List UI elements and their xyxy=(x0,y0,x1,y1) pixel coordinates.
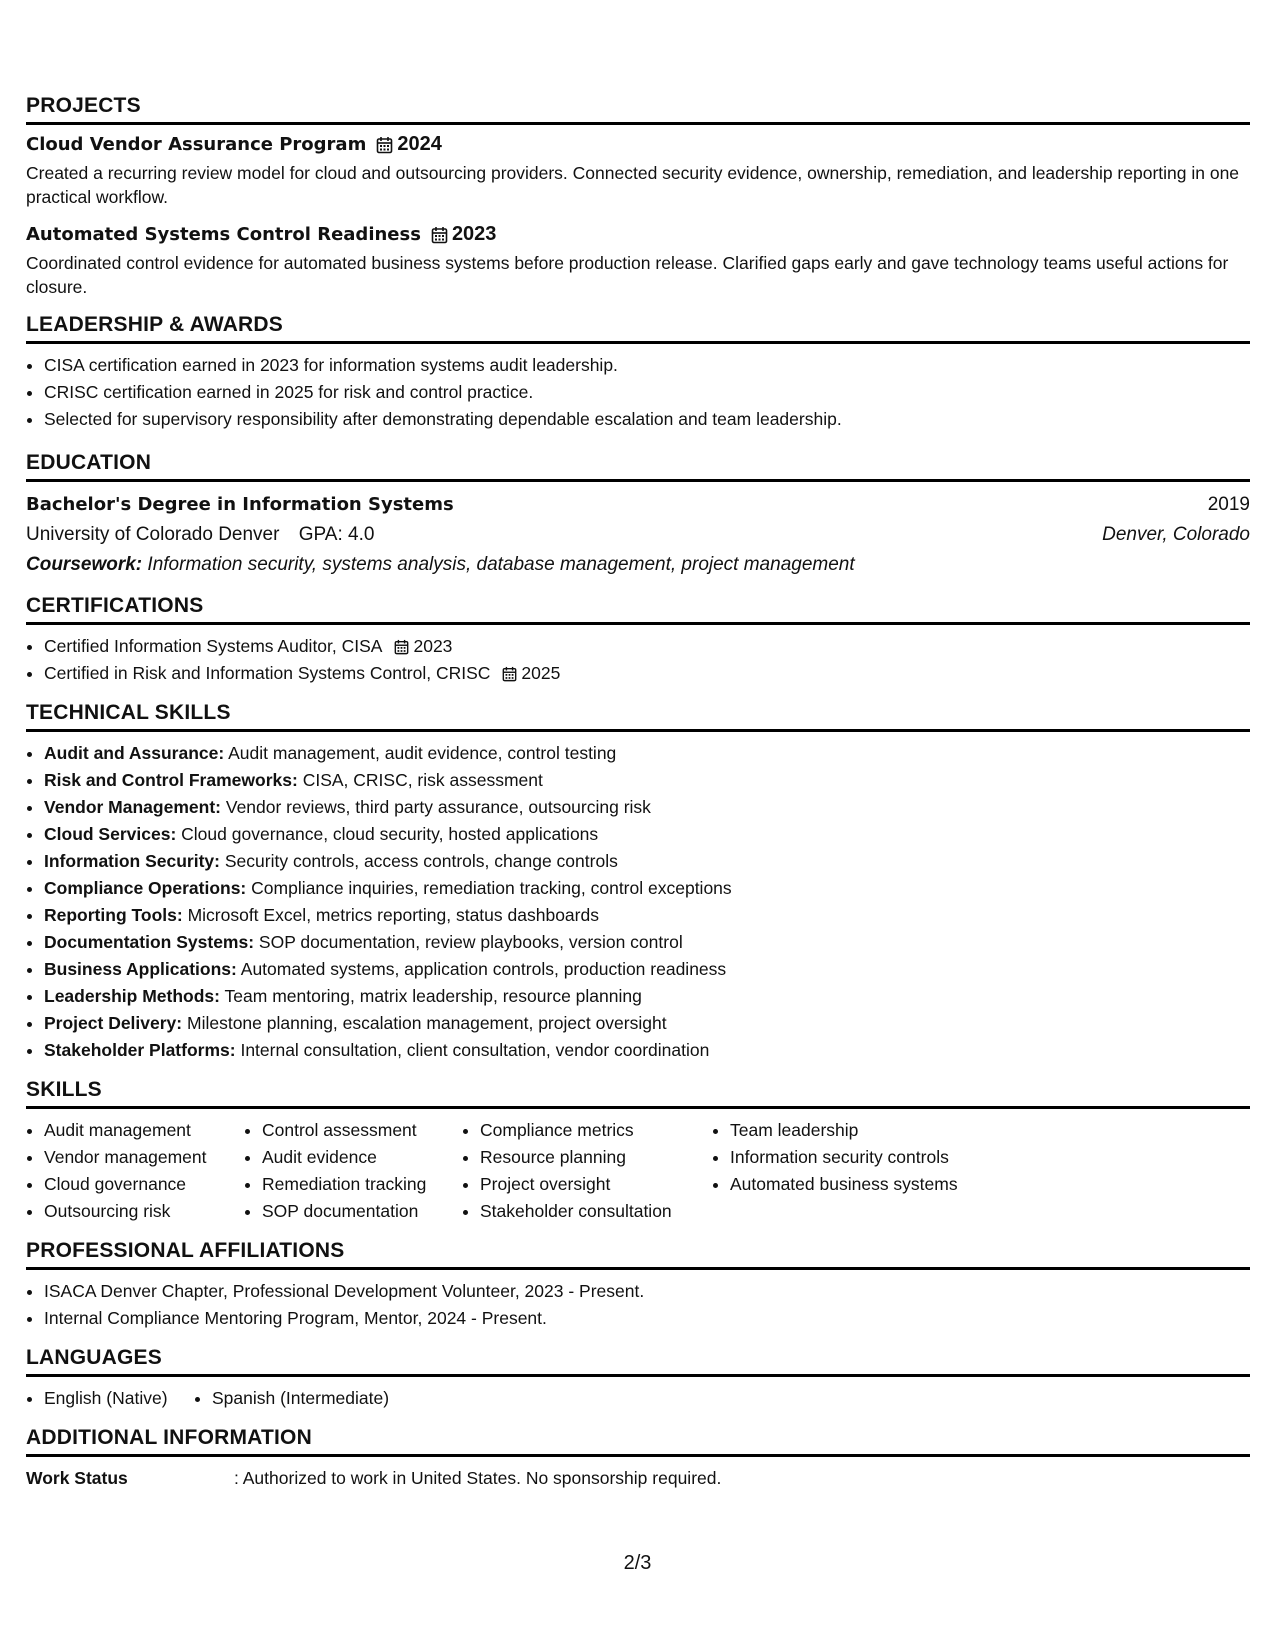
section-heading: EDUCATION xyxy=(26,451,1250,482)
languages-section xyxy=(26,1346,1250,1412)
skill-values: Milestone planning, escalation management, project oversight xyxy=(187,1013,667,1033)
skills-column xyxy=(712,1117,1030,1225)
skills-column xyxy=(462,1117,712,1225)
calendar-icon xyxy=(394,639,409,655)
skill-values: Automated systems, application controls, production readiness xyxy=(240,959,727,979)
university-name: University of Colorado Denver xyxy=(26,524,280,545)
skill-values: Audit management, audit evidence, control testing xyxy=(228,743,617,763)
list-item: • Spanish (Intermediate) xyxy=(212,1385,389,1412)
languages-list xyxy=(194,1385,389,1412)
certification-year: 2023 xyxy=(413,636,453,656)
list-item: • Vendor management xyxy=(44,1144,244,1171)
list-item xyxy=(44,633,1250,660)
skill-values: Vendor reviews, third party assurance, outsourcing risk xyxy=(225,797,651,817)
list-item: • CRISC certification earned in 2025 for risk and control practice. xyxy=(44,379,1250,406)
graduation-year: 2019 xyxy=(1207,494,1250,515)
certifications-section xyxy=(26,594,1250,687)
skill-category: Leadership Methods: xyxy=(44,986,220,1006)
skill-category: Project Delivery: xyxy=(44,1013,183,1033)
list-item xyxy=(44,794,1250,821)
list-item xyxy=(44,875,1250,902)
skill-category: Compliance Operations: xyxy=(44,878,247,898)
coursework-list: Information security, systems analysis, database management, project management xyxy=(147,554,855,575)
list-item xyxy=(44,848,1250,875)
work-status-label: Work Status xyxy=(26,1468,128,1488)
skills-column xyxy=(26,1117,244,1225)
skill-values: Microsoft Excel, metrics reporting, status dashboards xyxy=(187,905,599,925)
list-item xyxy=(44,740,1250,767)
list-item: • Automated business systems xyxy=(730,1171,1030,1198)
skill-category: Information Security: xyxy=(44,851,220,871)
certification-year: 2025 xyxy=(521,663,561,683)
calendar-icon xyxy=(502,666,517,682)
section-heading: PROFESSIONAL AFFILIATIONS xyxy=(26,1239,1250,1270)
list-item: • English (Native) xyxy=(44,1385,194,1412)
list-item: • Audit management xyxy=(44,1117,244,1144)
list-item xyxy=(44,929,1250,956)
university-location: Denver, Colorado xyxy=(1102,524,1250,545)
skill-category: Audit and Assurance: xyxy=(44,743,225,763)
languages-list xyxy=(26,1385,194,1412)
skill-category: Stakeholder Platforms: xyxy=(44,1040,236,1060)
skill-values: Team mentoring, matrix leadership, resource planning xyxy=(224,986,642,1006)
section-heading: LEADERSHIP & AWARDS xyxy=(26,313,1250,344)
gpa: GPA: 4.0 xyxy=(298,524,375,545)
list-item: • ISACA Denver Chapter, Professional Development Volunteer, 2023 - Present. xyxy=(44,1278,1250,1305)
list-item: • Project oversight xyxy=(480,1171,712,1198)
list-item: • Resource planning xyxy=(480,1144,712,1171)
leadership-list xyxy=(26,352,1250,433)
coursework-label: Coursework: xyxy=(26,554,143,575)
skills-column xyxy=(244,1117,462,1225)
list-item xyxy=(44,660,1250,687)
page-number: 2/3 xyxy=(623,1552,652,1574)
list-item: • Remediation tracking xyxy=(262,1171,462,1198)
list-item xyxy=(44,821,1250,848)
coursework xyxy=(26,550,1250,580)
certification-name: • Certified Information Systems Auditor, CISA xyxy=(44,636,383,656)
skill-values: SOP documentation, review playbooks, version control xyxy=(258,932,683,952)
project-description: Created a recurring review model for cloud and outsourcing providers. Connected security evidence, ownership, remediation, and leadership reporting in one practical workflow. xyxy=(26,163,1240,207)
list-item: • Team leadership xyxy=(730,1117,1030,1144)
skill-category: Reporting Tools: xyxy=(44,905,183,925)
leadership-section xyxy=(26,313,1250,433)
work-status-row xyxy=(26,1465,1250,1491)
list-item: • Compliance metrics xyxy=(480,1117,712,1144)
certification-name: • Certified in Risk and Information Systems Control, CRISC xyxy=(44,663,491,683)
list-item: • Internal Compliance Mentoring Program, Mentor, 2024 - Present. xyxy=(44,1305,1250,1332)
list-item: • Outsourcing risk xyxy=(44,1198,244,1225)
list-item: • SOP documentation xyxy=(262,1198,462,1225)
list-item xyxy=(44,983,1250,1010)
list-item xyxy=(44,902,1250,929)
section-heading: PROJECTS xyxy=(26,94,1250,125)
skill-category: Vendor Management: xyxy=(44,797,221,817)
calendar-icon xyxy=(376,136,393,154)
projects-section xyxy=(26,94,1250,299)
project-item xyxy=(26,133,1250,209)
additional-info-section xyxy=(26,1426,1250,1491)
list-item: • Stakeholder consultation xyxy=(480,1198,712,1225)
skill-values: Security controls, access controls, change controls xyxy=(224,851,618,871)
project-item xyxy=(26,223,1250,299)
education-section xyxy=(26,451,1250,580)
skill-values: Cloud governance, cloud security, hosted applications xyxy=(181,824,599,844)
section-heading: SKILLS xyxy=(26,1078,1250,1109)
affiliations-list xyxy=(26,1278,1250,1332)
skills-columns xyxy=(26,1117,1250,1225)
project-title: Cloud Vendor Assurance Program xyxy=(26,134,367,155)
section-heading: LANGUAGES xyxy=(26,1346,1250,1377)
list-item: • CISA certification earned in 2023 for information systems audit leadership. xyxy=(44,352,1250,379)
work-status-value: : Authorized to work in United States. No sponsorship required. xyxy=(234,1468,722,1488)
project-year: 2023 xyxy=(451,223,497,245)
list-item: • Control assessment xyxy=(262,1117,462,1144)
list-item: • Audit evidence xyxy=(262,1144,462,1171)
section-heading: ADDITIONAL INFORMATION xyxy=(26,1426,1250,1457)
skill-values: Compliance inquiries, remediation tracking, control exceptions xyxy=(251,878,732,898)
section-heading: TECHNICAL SKILLS xyxy=(26,701,1250,732)
list-item xyxy=(44,1010,1250,1037)
section-heading: CERTIFICATIONS xyxy=(26,594,1250,625)
list-item xyxy=(44,1037,1250,1064)
affiliations-section xyxy=(26,1239,1250,1332)
calendar-icon xyxy=(431,226,448,244)
skill-values: Internal consultation, client consultation, vendor coordination xyxy=(240,1040,710,1060)
list-item: • Selected for supervisory responsibility after demonstrating dependable escalation and team leadership. xyxy=(44,406,1250,433)
list-item xyxy=(44,956,1250,983)
skill-category: Risk and Control Frameworks: xyxy=(44,770,298,790)
technical-skills-list xyxy=(26,740,1250,1064)
certifications-list xyxy=(26,633,1250,687)
degree-title: Bachelor's Degree in Information Systems xyxy=(26,494,454,515)
list-item: • Cloud governance xyxy=(44,1171,244,1198)
skill-category: Cloud Services: xyxy=(44,824,177,844)
list-item xyxy=(44,767,1250,794)
project-title: Automated Systems Control Readiness xyxy=(26,224,421,245)
project-year: 2024 xyxy=(397,133,442,155)
skill-category: Documentation Systems: xyxy=(44,932,255,952)
resume-page xyxy=(26,94,1250,1505)
skill-values: CISA, CRISC, risk assessment xyxy=(302,770,543,790)
skills-section xyxy=(26,1078,1250,1225)
technical-skills-section xyxy=(26,701,1250,1064)
list-item: • Information security controls xyxy=(730,1144,1030,1171)
project-description: Coordinated control evidence for automated business systems before production release. Clarified gaps early and gave technology teams useful actions for closure. xyxy=(26,253,1229,297)
skill-category: Business Applications: xyxy=(44,959,237,979)
